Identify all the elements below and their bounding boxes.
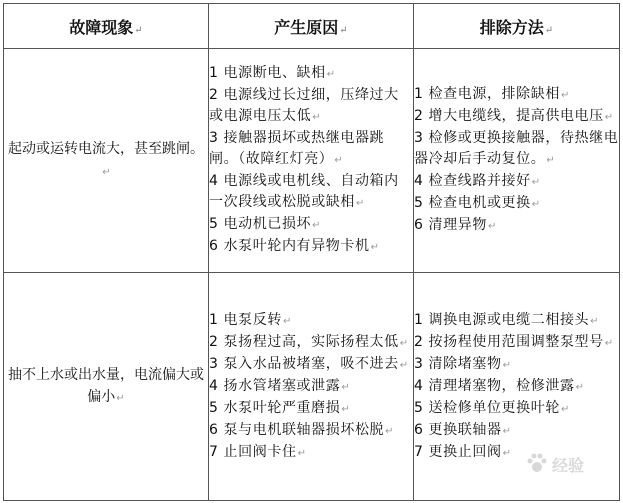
- header-row: [4, 4, 620, 49]
- symptom-cell: [4, 49, 209, 273]
- header-symptom: [4, 4, 209, 49]
- list-item-text: 6 清理异物: [414, 217, 487, 233]
- paragraph-mark: ↵: [341, 381, 351, 393]
- list-item-text: 2 泵扬程过高，实际扬程太低: [209, 333, 399, 350]
- paragraph-mark: ↵: [560, 403, 570, 415]
- paragraph-mark: ↵: [487, 221, 497, 232]
- list-item-text: 4 检查线路并接好: [414, 173, 531, 189]
- list-item-text: 7 止回阀卡住: [209, 443, 297, 460]
- list-item: [209, 128, 413, 171]
- list-item-text: 5 检查电机或更换: [414, 195, 531, 211]
- list-item: [209, 63, 413, 85]
- paragraph-mark: ↵: [102, 166, 111, 178]
- symptom-text: 抽不上水或出水量，电流偏大或偏小: [8, 366, 204, 405]
- paragraph-mark: ↵: [399, 337, 409, 349]
- paragraph-mark: ↵: [590, 315, 600, 327]
- paragraph-mark: ↵: [531, 199, 541, 210]
- header-symptom-label: 故障现象: [69, 17, 134, 37]
- paragraph-mark: ↵: [116, 392, 125, 404]
- list-item: [414, 398, 619, 420]
- list-item-text: 1 调换电源或电缆二相接头: [414, 311, 590, 328]
- list-item: [209, 214, 413, 236]
- list-item-text: 4 电源线或电机线、自动箱内一次段线或松脱或缺相: [209, 173, 399, 210]
- list-item-text: 6 更换联轴器: [414, 421, 502, 438]
- header-remedy-label: 排除方法: [479, 17, 544, 37]
- watermark-text: 经验: [552, 455, 585, 475]
- list-item: [209, 398, 413, 420]
- list-item-text: 3 泵入水品被堵塞，吸不进去: [209, 355, 399, 372]
- paragraph-mark: ↵: [312, 220, 322, 231]
- cause-cell: [209, 49, 414, 273]
- paragraph-mark: ↵: [385, 425, 395, 437]
- list-item: [209, 376, 413, 398]
- paragraph-mark: ↵: [502, 425, 512, 437]
- fault-table: [3, 3, 620, 501]
- list-item: [414, 171, 619, 193]
- list-item-text: 4 清理堵塞物，检修泄露: [414, 377, 575, 394]
- table-row: [4, 49, 620, 273]
- list-item: [209, 310, 413, 332]
- list-item-text: 1 电源断电、缺相: [209, 65, 326, 81]
- list-item: [209, 85, 413, 128]
- list-item: [209, 442, 413, 464]
- cause-cell: [209, 273, 414, 501]
- list-item: [414, 332, 619, 354]
- header-cause: [209, 4, 414, 49]
- list-item-text: 5 送检修单位更换叶轮: [414, 399, 560, 416]
- list-item: [209, 332, 413, 354]
- paragraph-mark: ↵: [399, 359, 409, 371]
- list-item-text: 3 检修或更换接触器，待热继电器冷却后手动复位。: [414, 130, 619, 167]
- list-item-text: 5 电动机已损坏: [209, 216, 312, 232]
- list-item-text: 2 按扬程使用范围调整泵型号: [414, 333, 604, 350]
- paw-icon: [525, 452, 549, 476]
- paragraph-mark: ↵: [604, 337, 614, 349]
- list-item: [209, 354, 413, 376]
- list-item-text: 6 水泵叶轮内有异物卡机: [209, 238, 370, 254]
- list-item-text: 3 接触器损坏或热继电器跳闸。（故障红灯亮）: [209, 130, 385, 167]
- list-item: [414, 376, 619, 398]
- paragraph-mark: ↵: [282, 315, 292, 327]
- header-remedy: [414, 4, 620, 49]
- paragraph-mark: ↵: [356, 198, 365, 209]
- list-item-text: 2 电源线过长过细，压绛过大或电源电压太低: [209, 87, 399, 124]
- paragraph-mark: ↵: [544, 24, 554, 36]
- watermark-logo: [525, 449, 601, 479]
- symptom-cell: [4, 273, 209, 501]
- list-item: [414, 420, 619, 442]
- paragraph-mark: ↵: [334, 155, 344, 166]
- paragraph-mark: ↵: [341, 403, 351, 415]
- paragraph-mark: ↵: [502, 447, 512, 459]
- paragraph-mark: ↵: [560, 90, 570, 101]
- paragraph-mark: ↵: [297, 447, 307, 459]
- paragraph-mark: ↵: [326, 69, 336, 80]
- remedy-cell: [414, 49, 620, 273]
- list-item: [209, 236, 413, 258]
- list-item-text: 1 电泵反转: [209, 311, 282, 328]
- list-item: [209, 171, 413, 214]
- paragraph-mark: ↵: [575, 381, 585, 393]
- list-item-text: 2 增大电缆线，提高供电电压: [414, 108, 604, 124]
- paragraph-mark: ↵: [502, 359, 512, 371]
- header-cause-label: 产生原因: [274, 17, 339, 37]
- symptom-text: 起动或运转电流大，甚至跳闸。: [8, 140, 204, 157]
- paragraph-mark: ↵: [546, 155, 556, 166]
- paragraph-mark: ↵: [531, 177, 541, 188]
- list-item: [414, 84, 619, 106]
- paragraph-mark: ↵: [370, 242, 380, 253]
- list-item: [414, 128, 619, 171]
- list-item: [414, 310, 619, 332]
- paragraph-mark: ↵: [134, 24, 143, 36]
- list-item-text: 4 扬水管堵塞或泄露: [209, 377, 341, 394]
- paragraph-mark: ↵: [312, 112, 322, 123]
- list-item: [414, 354, 619, 376]
- list-item-text: 6 泵与电机联轴器损坏松脱: [209, 421, 385, 438]
- list-item-text: 5 水泵叶轮严重磨损: [209, 399, 341, 416]
- list-item-text: 7 更换止回阀: [414, 443, 502, 460]
- list-item: [209, 420, 413, 442]
- list-item-text: 3 清除堵塞物: [414, 355, 502, 372]
- list-item: [414, 193, 619, 215]
- paragraph-mark: ↵: [339, 24, 348, 36]
- list-item: [414, 106, 619, 128]
- paragraph-mark: ↵: [604, 112, 614, 123]
- list-item-text: 1 检查电源，排除缺相: [414, 86, 560, 102]
- list-item: [414, 215, 619, 237]
